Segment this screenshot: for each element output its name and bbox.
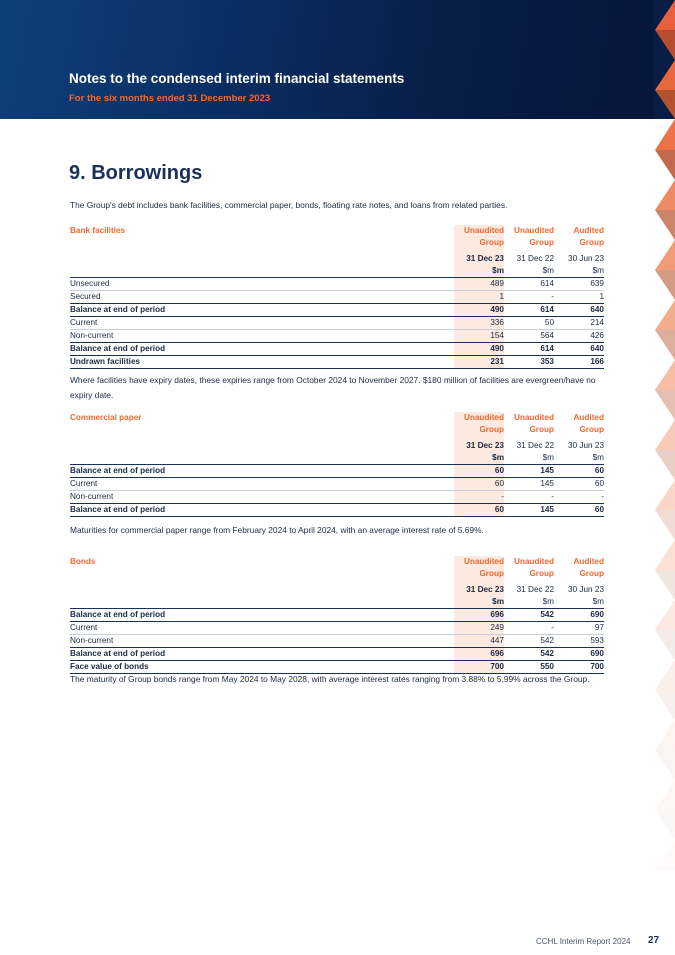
cell: 639 (554, 278, 604, 291)
cell: 490 (454, 343, 504, 356)
table-header-row (70, 265, 604, 278)
table-header-row (70, 436, 604, 452)
cell: - (504, 491, 554, 504)
row-label: Face value of bonds (70, 661, 454, 674)
table-header-row (70, 452, 604, 465)
cell: 145 (504, 504, 554, 517)
cell: 690 (554, 609, 604, 622)
cell: 60 (554, 465, 604, 478)
table-header-row (70, 412, 604, 424)
table-header-row (70, 556, 604, 568)
header-banner (0, 0, 655, 119)
col-date: 30 Jun 23 (568, 585, 604, 594)
section-heading: 9. Borrowings (69, 162, 203, 184)
bank-facilities-note: Where facilities have expiry dates, these expiries range from October 2024 to November 2027. $180 million of facilities are evergreen/have no expiry date. (70, 375, 596, 400)
bank-facilities-table (70, 225, 604, 369)
row-label: Balance at end of period (70, 465, 454, 478)
col-date: 31 Dec 22 (516, 585, 554, 594)
col-header: Audited (573, 226, 604, 235)
cell: - (504, 291, 554, 304)
table-row (70, 304, 604, 317)
section-intro: The Group's debt includes bank facilities, commercial paper, bonds, floating rate notes, and loans from related parties. (70, 200, 508, 210)
cell: 564 (504, 330, 554, 343)
col-header: Audited (573, 557, 604, 566)
col-header: Group (454, 568, 504, 580)
row-label: Non-current (70, 491, 454, 504)
table-row (70, 278, 604, 291)
table-row (70, 356, 604, 369)
row-label: Current (70, 622, 454, 635)
cell: 353 (504, 356, 554, 369)
col-header: Unaudited (513, 557, 554, 566)
row-label: Current (70, 478, 454, 491)
col-unit: $m (454, 596, 504, 609)
commercial-paper-table (70, 412, 604, 517)
cell: 145 (504, 478, 554, 491)
cell: - (454, 491, 504, 504)
cell: 50 (504, 317, 554, 330)
cell: 696 (454, 648, 504, 661)
commercial-paper-note: Maturities for commercial paper range from February 2024 to April 2024, with an average interest rate of 5.69%. (70, 525, 484, 535)
row-label: Secured (70, 291, 454, 304)
cell: 336 (454, 317, 504, 330)
cell: 1 (454, 291, 504, 304)
cell: 700 (454, 661, 504, 674)
col-header: Audited (573, 413, 604, 422)
table-row (70, 317, 604, 330)
col-header: Unaudited (513, 226, 554, 235)
cell: 154 (454, 330, 504, 343)
footer-report-name: CCHL Interim Report 2024 (536, 937, 631, 946)
cell: 426 (554, 330, 604, 343)
cell: - (504, 622, 554, 635)
table-row (70, 648, 604, 661)
decorative-edge-chevrons (653, 0, 675, 955)
row-label: Balance at end of period (70, 648, 454, 661)
cell: 489 (454, 278, 504, 291)
col-header: Group (454, 237, 504, 249)
cell: 249 (454, 622, 504, 635)
cell: 696 (454, 609, 504, 622)
row-label: Balance at end of period (70, 504, 454, 517)
row-label: Balance at end of period (70, 304, 454, 317)
table-row (70, 491, 604, 504)
page-number: 27 (648, 935, 660, 946)
cell: 1 (554, 291, 604, 304)
col-date: 31 Dec 23 (454, 436, 504, 452)
table-header-row (70, 249, 604, 265)
table-row (70, 343, 604, 356)
cell: 614 (504, 278, 554, 291)
cell: 214 (554, 317, 604, 330)
table-header-row (70, 596, 604, 609)
col-header: Group (579, 569, 604, 578)
col-date: 30 Jun 23 (568, 254, 604, 263)
page-header-subtitle: For the six months ended 31 December 2023 (69, 93, 271, 104)
col-header: Unaudited (513, 413, 554, 422)
table-header-row (70, 225, 604, 237)
page-header-title: Notes to the condensed interim financial statements (69, 71, 405, 86)
col-date: 31 Dec 23 (454, 580, 504, 596)
cell: 640 (554, 304, 604, 317)
cell: 700 (554, 661, 604, 674)
table-row (70, 504, 604, 517)
col-unit: $m (554, 596, 604, 609)
row-label: Balance at end of period (70, 609, 454, 622)
row-label: Non-current (70, 330, 454, 343)
cell: 231 (454, 356, 504, 369)
col-header: Group (529, 569, 554, 578)
cell: 447 (454, 635, 504, 648)
col-date: 31 Dec 23 (454, 249, 504, 265)
cell: 97 (554, 622, 604, 635)
table-row (70, 478, 604, 491)
table-row (70, 609, 604, 622)
cell: 145 (504, 465, 554, 478)
cell: 542 (504, 609, 554, 622)
cell: 60 (554, 504, 604, 517)
table-row (70, 635, 604, 648)
col-unit: $m (504, 265, 554, 278)
cell: 690 (554, 648, 604, 661)
cell: 542 (504, 635, 554, 648)
row-label: Undrawn facilities (70, 356, 454, 369)
cell: 614 (504, 343, 554, 356)
table-title: Bank facilities (70, 226, 126, 235)
col-unit: $m (504, 596, 554, 609)
col-unit: $m (454, 265, 504, 278)
row-label: Current (70, 317, 454, 330)
col-unit: $m (554, 452, 604, 465)
col-header: Group (579, 425, 604, 434)
col-date: 31 Dec 22 (516, 441, 554, 450)
row-label: Balance at end of period (70, 343, 454, 356)
cell: 60 (454, 478, 504, 491)
cell: 490 (454, 304, 504, 317)
col-header: Group (529, 238, 554, 247)
col-header: Unaudited (454, 225, 504, 237)
cell: 550 (504, 661, 554, 674)
cell: 60 (554, 478, 604, 491)
col-date: 31 Dec 22 (516, 254, 554, 263)
row-label: Unsecured (70, 278, 454, 291)
bonds-table (70, 556, 604, 674)
table-row (70, 291, 604, 304)
cell: 593 (554, 635, 604, 648)
cell: 60 (454, 465, 504, 478)
table-row (70, 465, 604, 478)
table-row (70, 330, 604, 343)
row-label: Non-current (70, 635, 454, 648)
col-date: 30 Jun 23 (568, 441, 604, 450)
table-title: Bonds (70, 557, 96, 566)
cell: 166 (554, 356, 604, 369)
col-unit: $m (504, 452, 554, 465)
cell: 60 (454, 504, 504, 517)
cell: 542 (504, 648, 554, 661)
cell: 640 (554, 343, 604, 356)
col-header: Group (454, 424, 504, 436)
col-header: Unaudited (454, 412, 504, 424)
table-row (70, 622, 604, 635)
table-header-row (70, 580, 604, 596)
bonds-note: The maturity of Group bonds range from May 2024 to May 2028, with average interest rates ranging from 3.88% to 5.99% across the Group. (70, 674, 590, 684)
table-title: Commercial paper (70, 413, 142, 422)
col-header: Group (529, 425, 554, 434)
col-unit: $m (554, 265, 604, 278)
col-unit: $m (454, 452, 504, 465)
cell: 614 (504, 304, 554, 317)
cell: - (554, 491, 604, 504)
col-header: Unaudited (454, 556, 504, 568)
col-header: Group (579, 238, 604, 247)
